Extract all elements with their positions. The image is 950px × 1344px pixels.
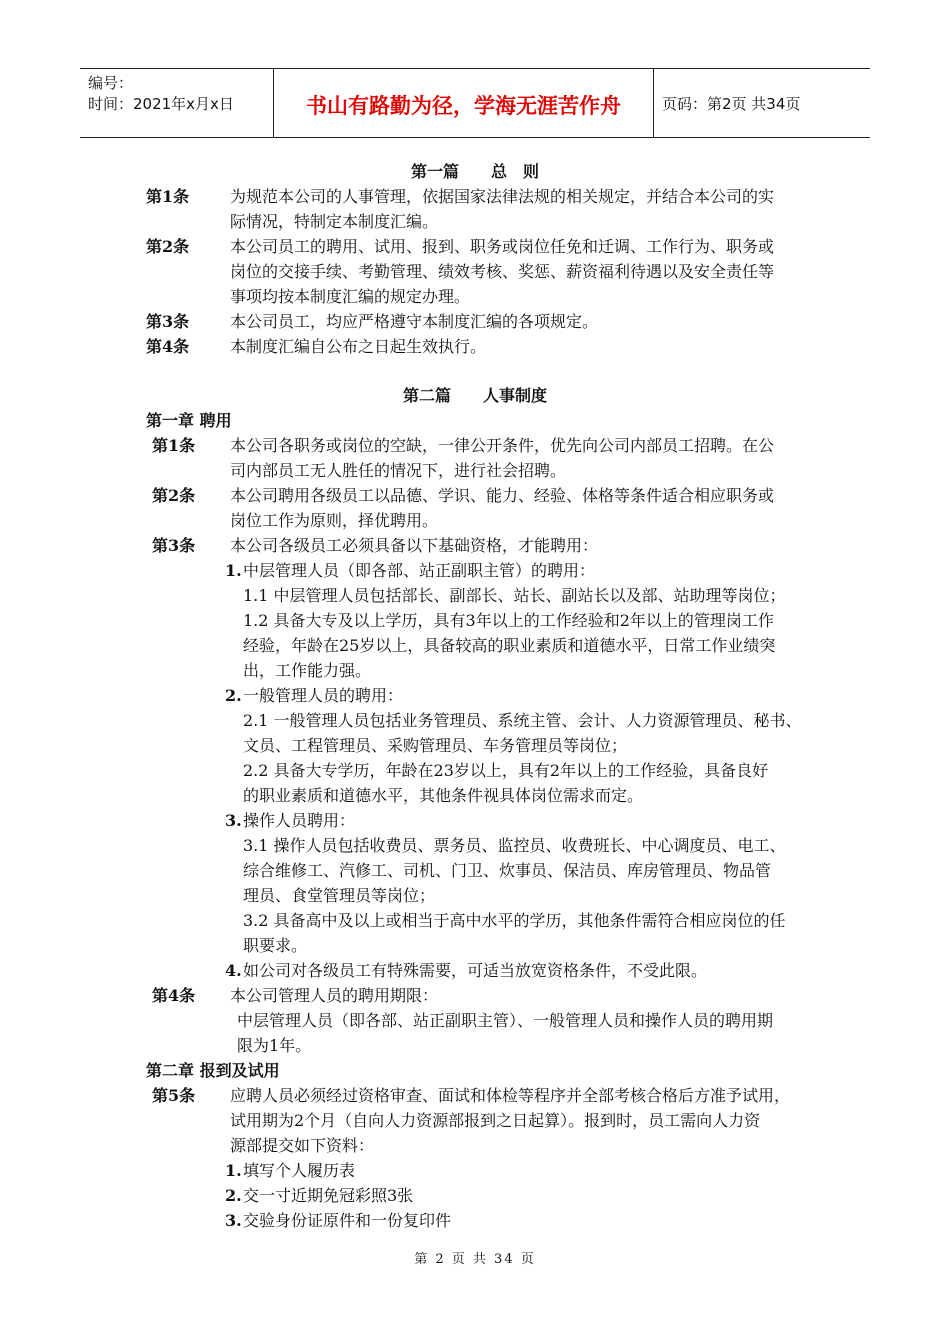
article-text: 本公司员工，均应严格遵守本制度汇编的各项规定。 <box>230 312 599 331</box>
article-text: 本制度汇编自公布之日起生效执行。 <box>230 337 487 356</box>
article-text: 应聘人员必须经过资格审查、面试和体检等程序并全部考核合格后方准予试用， <box>230 1086 791 1105</box>
list-number: 3. <box>225 811 242 830</box>
sub-item: 2.2 具备大专学历，年龄在23岁以上，具有2年以上的工作经验，具备良好 <box>243 761 769 780</box>
article-text: 本公司各级员工必须具备以下基础资格，才能聘用： <box>230 536 599 555</box>
article-text: 本公司聘用各级员工以品德、学识、能力、经验、体格等条件适合相应职务或 <box>230 486 775 505</box>
list-item: 操作人员聘用： <box>243 811 356 830</box>
article-number: 第4条 <box>146 337 190 356</box>
page-header <box>80 68 870 138</box>
list-number: 3. <box>225 1211 242 1230</box>
article-number: 第5条 <box>152 1086 196 1105</box>
article-detail: 限为1年。 <box>237 1036 312 1055</box>
sub-item: 综合维修工、汽修工、司机、门卫、炊事员、保洁员、库房管理员、物品管 <box>243 861 772 880</box>
sub-item: 3.1 操作人员包括收费员、票务员、监控员、收费班长、中心调度员、电工、 <box>243 836 786 855</box>
list-item: 如公司对各级员工有特殊需要，可适当放宽资格条件，不受此限。 <box>243 961 708 980</box>
article-text: 试用期为2个月（自向人力资源部报到之日起算）。报到时，员工需向人力资 <box>230 1111 761 1130</box>
article-text: 司内部员工无人胜任的情况下，进行社会招聘。 <box>230 461 567 480</box>
list-number: 2. <box>225 1186 242 1205</box>
article-text: 本公司员工的聘用、试用、报到、职务或岗位任免和迁调、工作行为、职务或 <box>230 237 775 256</box>
sub-item: 经验，年龄在25岁以上，具备较高的职业素质和道德水平，日常工作业绩突 <box>243 636 776 655</box>
sub-item: 1.1 中层管理人员包括部长、副部长、站长、副站长以及部、站助理等岗位； <box>243 586 786 605</box>
article-text: 本公司各职务或岗位的空缺，一律公开条件，优先向公司内部员工招聘。在公 <box>230 436 775 455</box>
article-text: 岗位的交接手续、考勤管理、绩效考核、奖惩、薪资福利待遇以及安全责任等 <box>230 262 775 281</box>
article-number: 第4条 <box>152 986 196 1005</box>
list-number: 1. <box>225 1161 242 1180</box>
article-number: 第1条 <box>146 187 190 206</box>
page-footer: 第 2 页 共 34 页 <box>414 1252 536 1267</box>
header-page-info: 页码：第2页 共34页 <box>662 94 801 113</box>
article-detail: 中层管理人员（即各部、站正副职主管）、一般管理人员和操作人员的聘用期 <box>237 1011 774 1030</box>
list-item: 交一寸近期免冠彩照3张 <box>243 1186 414 1205</box>
sub-item: 2.1 一般管理人员包括业务管理员、系统主管、会计、人力资源管理员、秘书、 <box>243 711 802 730</box>
sub-item: 的职业素质和道德水平，其他条件视具体岗位需求而定。 <box>243 786 644 805</box>
article-text: 岗位工作为原则，择优聘用。 <box>230 511 439 530</box>
article-number: 第3条 <box>146 312 190 331</box>
chapter-heading: 第一章 聘用 <box>146 411 232 430</box>
doc-time-label: 时间：2021年x月x日 <box>88 95 234 113</box>
part2-title: 第二篇 人事制度 <box>402 386 547 405</box>
list-number: 1. <box>225 561 242 580</box>
article-text: 际情况，特制定本制度汇编。 <box>230 212 439 231</box>
sub-item: 1.2 具备大专及以上学历，具有3年以上的工作经验和2年以上的管理岗工作 <box>243 611 774 630</box>
doc-number-label: 编号： <box>88 74 134 92</box>
article-text: 事项均按本制度汇编的规定办理。 <box>230 287 471 306</box>
header-motto: 书山有路勤为径，学海无涯苦作舟 <box>274 69 654 137</box>
list-item: 中层管理人员（即各部、站正副职主管）的聘用： <box>243 561 596 580</box>
list-number: 2. <box>225 686 242 705</box>
part1-title: 第一篇 总 则 <box>410 162 539 181</box>
list-number: 4. <box>225 961 242 980</box>
sub-item: 3.2 具备高中及以上或相当于高中水平的学历，其他条件需符合相应岗位的任 <box>243 911 786 930</box>
chapter-heading: 第二章 报到及试用 <box>146 1061 280 1080</box>
article-text: 源部提交如下资料： <box>230 1136 375 1155</box>
sub-item: 出，工作能力强。 <box>243 661 372 680</box>
list-item: 交验身份证原件和一份复印件 <box>243 1211 452 1230</box>
list-item: 填写个人履历表 <box>243 1161 356 1180</box>
list-item: 一般管理人员的聘用： <box>243 686 404 705</box>
article-number: 第2条 <box>152 486 196 505</box>
article-number: 第2条 <box>146 237 190 256</box>
sub-item: 理员、食堂管理员等岗位； <box>243 886 436 905</box>
header-meta <box>80 69 274 137</box>
sub-item: 职要求。 <box>243 936 308 955</box>
sub-item: 文员、工程管理员、采购管理员、车务管理员等岗位； <box>243 736 628 755</box>
article-text: 为规范本公司的人事管理，依据国家法律法规的相关规定，并结合本公司的实 <box>230 187 775 206</box>
article-text: 本公司管理人员的聘用期限： <box>230 986 439 1005</box>
article-number: 第3条 <box>152 536 196 555</box>
article-number: 第1条 <box>152 436 196 455</box>
